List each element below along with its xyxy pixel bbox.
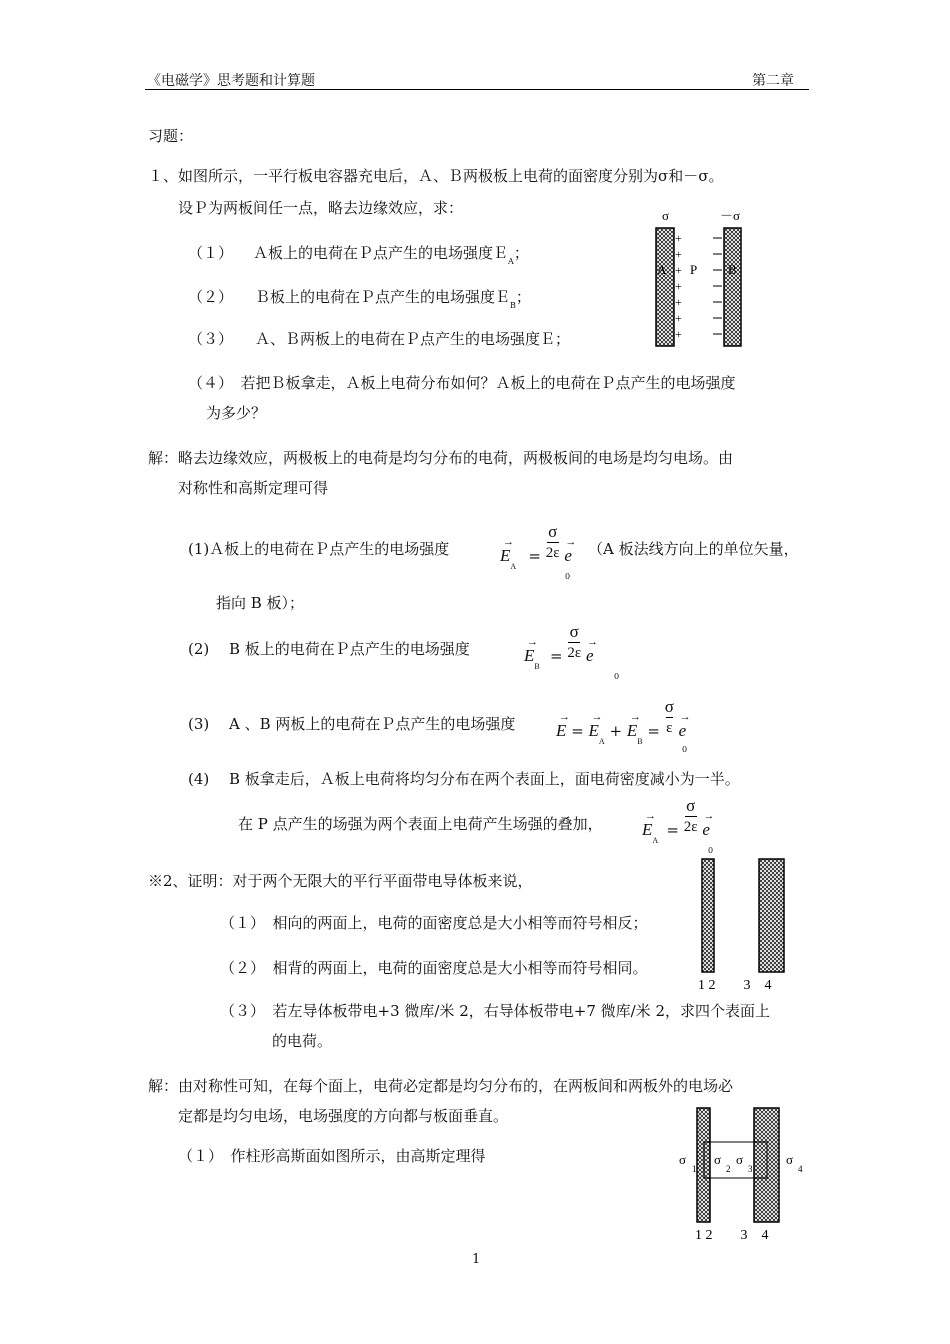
sol1-item4-line2: 在 P 点产生的场强为两个表面上电荷产生场强的叠加， bbox=[238, 815, 603, 833]
formula-e-total: → E = → $E_A$ + → $E_B$ = $\frac{\sigma}{\varepsilon}$ → e 0 bbox=[556, 697, 691, 754]
q1-item4-line1: （４） 若把Ｂ板拿走，Ａ板上电荷分布如何？Ａ板上的电荷在Ｐ点产生的电场强度 bbox=[188, 374, 736, 392]
sol2-line1: 解：由对称性可知，在每个面上，电荷必定都是均匀分布的，在两板间和两板外的电场必 bbox=[148, 1077, 734, 1095]
svg-text:σ: σ bbox=[679, 1152, 687, 1167]
q1-item1: （１） Ａ板上的电荷在Ｐ点产生的电场强度Ｅ$_A$； bbox=[188, 244, 529, 266]
sol1-intro2: 对称性和高斯定理可得 bbox=[178, 479, 329, 497]
formula-ea-half: → $E_A$ = $\frac{\sigma}{2\varepsilon}$ → e 0 bbox=[642, 796, 715, 855]
svg-text:1: 1 bbox=[692, 1164, 697, 1174]
right-plate bbox=[759, 859, 784, 972]
plate-a bbox=[656, 228, 674, 346]
sol1-item1-note: （A 板法线方向上的单位矢量， bbox=[588, 540, 799, 558]
q2-item3-line1: （３） 若左导体板带电+3 微库/米 2，右导体板带电+7 微库/米 2，求四个表面上 bbox=[220, 1002, 770, 1020]
q2-item3-line2: 的电荷。 bbox=[272, 1032, 333, 1050]
q2-title: ※2、证明：对于两个无限大的平行平面带电导体板来说， bbox=[148, 872, 533, 890]
q1-line1: １、如图所示，一平行板电容器充电后，Ａ、Ｂ两极板上电荷的面密度分别为σ和－σ。 bbox=[148, 167, 724, 185]
svg-text:+: + bbox=[675, 231, 682, 245]
svg-text:σ: σ bbox=[736, 1152, 744, 1167]
plus-charges bbox=[675, 231, 682, 341]
page-number: 1 bbox=[472, 1252, 481, 1267]
two-plates-figure bbox=[695, 855, 795, 995]
svg-text:+: + bbox=[675, 247, 682, 261]
sigma-left-label: σ bbox=[662, 208, 670, 223]
q1-item2: （２） Ｂ板上的电荷在Ｐ点产生的电场强度Ｅ$_B$； bbox=[188, 288, 531, 310]
gauss-surface-figure bbox=[676, 1102, 811, 1244]
svg-text:σ: σ bbox=[786, 1152, 794, 1167]
sol1-item3-text: (3) A 、B 两板上的电荷在Ｐ点产生的电场强度 bbox=[188, 715, 516, 733]
svg-text:+: + bbox=[675, 295, 682, 309]
svg-text:2: 2 bbox=[726, 1164, 731, 1174]
minus-charges bbox=[713, 238, 722, 334]
label-b: B bbox=[728, 262, 737, 277]
header-title: 《电磁学》思考题和计算题 bbox=[147, 73, 315, 89]
svg-text:3: 3 bbox=[748, 1164, 753, 1174]
surface-numbers: 1 2 3 4 bbox=[698, 978, 772, 993]
formula-ea: → $E_A$ = $\frac{\sigma}{2\varepsilon}$ → e 0 bbox=[500, 522, 577, 581]
q2-item1: （１） 相向的两面上，电荷的面密度总是大小相等而符号相反； bbox=[220, 914, 648, 932]
plate-b bbox=[724, 228, 741, 346]
sol1-intro1: 解：略去边缘效应，两极板上的电荷是均匀分布的电荷，两极板间的电场是均匀电场。由 bbox=[148, 449, 734, 467]
capacitor-figure bbox=[648, 208, 758, 353]
svg-text:+: + bbox=[675, 327, 682, 341]
svg-text:σ: σ bbox=[714, 1152, 722, 1167]
svg-text:+: + bbox=[675, 263, 682, 277]
surface-numbers: 1 2 3 4 bbox=[695, 1228, 769, 1243]
sol2-line2: 定都是均匀电场，电场强度的方向都与板面垂直。 bbox=[178, 1107, 509, 1125]
left-plate bbox=[702, 859, 714, 972]
formula-eb: → $E_B$ = $\frac{\sigma}{2\varepsilon}$ → e 0 bbox=[524, 622, 620, 681]
sol1-item1-note2: 指向 B 板）； bbox=[216, 594, 305, 612]
sol1-item2-text: (2) B 板上的电荷在Ｐ点产生的电场强度 bbox=[188, 640, 470, 658]
sol1-item1-text: (1)Ａ板上的电荷在Ｐ点产生的电场强度 bbox=[188, 540, 450, 558]
label-p: P bbox=[690, 262, 698, 277]
q2-item2: （２） 相背的两面上，电荷的面密度总是大小相等而符号相同。 bbox=[220, 959, 648, 977]
q1-item4-line2: 为多少？ bbox=[206, 404, 267, 422]
svg-text:4: 4 bbox=[798, 1164, 803, 1174]
header-rule bbox=[145, 89, 809, 90]
label-a: A bbox=[657, 262, 667, 277]
section-title: 习题： bbox=[148, 127, 194, 145]
sol1-item4-line1: (4) B 板拿走后，Ａ板上电荷将均匀分布在两个表面上，面电荷密度减小为一半。 bbox=[188, 770, 740, 788]
header-chapter: 第二章 bbox=[752, 73, 794, 89]
svg-text:+: + bbox=[675, 279, 682, 293]
q1-line2: 设Ｐ为两板间任一点，略去边缘效应，求： bbox=[178, 199, 464, 217]
svg-text:+: + bbox=[675, 311, 682, 325]
sol2-item1: （１） 作柱形高斯面如图所示，由高斯定理得 bbox=[178, 1147, 486, 1165]
q1-item3: （３） Ａ、Ｂ两板上的电荷在Ｐ点产生的电场强度Ｅ； bbox=[188, 330, 571, 348]
sigma-right-label: －σ bbox=[720, 208, 741, 223]
